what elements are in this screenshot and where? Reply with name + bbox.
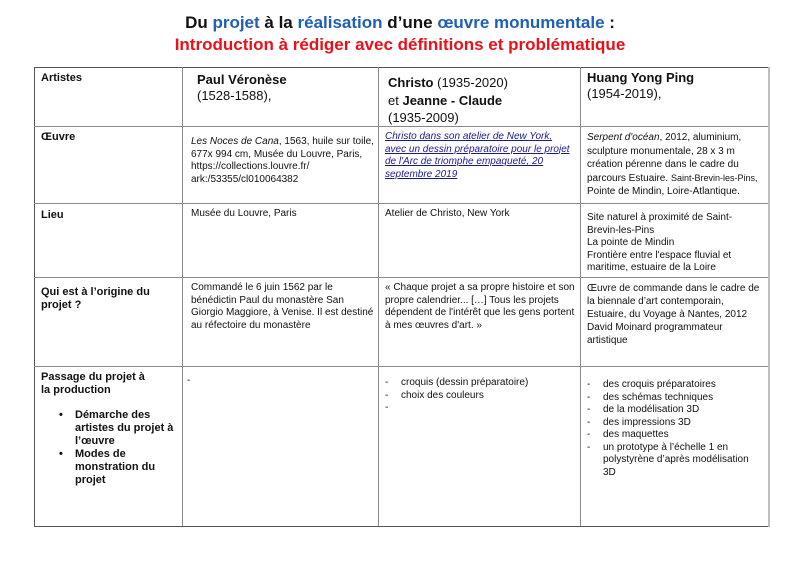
row-label: Passage du projet à la production [41,371,145,396]
christo-lieu-cell [379,204,581,278]
title-text: à la [259,13,298,32]
row-artistes [35,68,769,127]
origine-text: Commandé le 6 juin 1562 par le bénédictin Paul du monastère San Giorgio Maggiore, à Venise. Il est destiné au réfectoire du monastère [191,282,374,331]
oeuvre-title: Les Noces de Cana [191,136,279,147]
christo-passage-cell [379,367,581,527]
veronese-passage-cell [183,367,379,527]
row-label-cell [35,127,183,204]
veronese-oeuvre-cell [183,127,379,204]
title-text: : [604,13,615,32]
row-label-cell [35,367,183,527]
huang-artist-cell [581,68,769,127]
lieu-line: Frontière entre l'espace fluvial et maritime, estuaire de la Loire [587,249,732,273]
row-label: Qui est à l’origine du projet ? [41,286,150,311]
step-item: - de la modélisation 3D [587,404,764,417]
step-item: - des maquettes [587,429,764,442]
step-item: - choix des couleurs [385,390,576,403]
title-line-2: Introduction à rédiger avec définitions et problématique [174,35,626,54]
huang-lieu-cell [581,204,769,278]
title-keyword-projet: projet [212,13,260,32]
artist-name: Christo [388,75,434,90]
step-item: - des impressions 3D [587,417,764,430]
oeuvre-place: Pointe de Mindin, Loire-Atlantique. [587,186,740,197]
row-origine [35,278,769,367]
artist-years: (1954-2019), [587,86,662,101]
oeuvre-description [183,127,378,186]
oeuvre-description [581,127,768,199]
oeuvre-place-small: Saint-Brevin-les-Pins, [670,172,758,183]
huang-oeuvre-cell [581,127,769,204]
title-line-1 [0,12,800,34]
passage-label [35,367,182,487]
veronese-artist-cell [183,68,379,127]
origine-lines [581,278,768,347]
step-item: - des schémas techniques [587,392,764,405]
passage-bullets [41,409,182,487]
christo-origine-cell [379,278,581,367]
title-keyword-realisation: réalisation [297,13,383,32]
origine-line: Œuvre de commande dans le cadre de la biennale d’art contemporain, Estuaire, du Voyage à Nantes, 2012 [587,283,760,320]
row-label-cell [35,204,183,278]
row-passage [35,367,769,527]
lieu-text: Atelier de Christo, New York [385,208,510,219]
christo-steps-list [385,377,576,415]
oeuvre-link[interactable]: Christo dans son atelier de New York, avec un dessin préparatoire pour le projet de l'Arc de triomphe empaqueté, 20 septembre 2019 [385,131,570,180]
lieu-line: La pointe de Mindin [587,237,675,248]
passage-text: - [187,375,191,386]
comparison-table [34,67,770,527]
lieu-lines [581,204,768,275]
bullet-item: • Modes de monstration du projet [41,448,182,487]
origine-line: David Moinard programmateur artistique [587,322,723,346]
lieu-text: Musée du Louvre, Paris [191,208,297,219]
oeuvre-details: , 1563, huile sur toile, 677x 994 cm, Musée du Louvre, Paris, https://collections.louvre.fr/ ark:/53355/cl010064382 [191,136,374,185]
huang-origine-cell [581,278,769,367]
row-label-cell [35,278,183,367]
oeuvre-title: Serpent d'océan [587,132,660,143]
artist-name: Huang Yong Ping [587,70,695,85]
artist-years: (1528-1588), [197,88,272,103]
row-label: Artistes [41,72,82,84]
huang-steps-list [587,379,764,479]
step-item: - un prototype à l’échelle 1 en polystyrène d’après modélisation 3D [587,442,764,480]
artist-name: Jeanne - Claude [402,93,503,108]
row-oeuvre [35,127,769,204]
christo-artist-cell [379,68,581,127]
origine-quote: « Chaque projet a sa propre histoire et son propre calendrier... […] Tous les projets dépendent de l'intérêt que les gens portent à mes œuvres d'art. » [385,282,575,331]
row-label: Lieu [41,209,64,221]
title-text: Du [185,13,213,32]
oeuvre-details: , 2012, aluminium, sculpture monumentale, 28 x 3 m création pérenne dans le cadre du parcours Estuaire. [587,132,742,184]
title-keyword-oeuvre: œuvre monumentale [437,13,605,32]
artist-name: Paul Véronèse [197,72,287,87]
huang-passage-cell [581,367,769,527]
lieu-line: Site naturel à proximité de Saint-Brevin-les-Pins [587,212,733,236]
row-label-cell [35,68,183,127]
conjunction: et [388,93,403,108]
artist-years: (1935-2020) [433,75,508,90]
step-item [385,402,576,415]
artist-years: (1935-2009) [388,110,459,125]
step-item: - des croquis préparatoires [587,379,764,392]
veronese-origine-cell [183,278,379,367]
title-text: d’une [382,13,438,32]
christo-oeuvre-cell [379,127,581,204]
bullet-item: • Démarche des artistes du projet à l’œuvre [41,409,182,448]
step-item: - croquis (dessin préparatoire) [385,377,576,390]
row-label: Œuvre [41,131,76,143]
document-title [0,12,800,56]
row-lieu [35,204,769,278]
veronese-lieu-cell [183,204,379,278]
